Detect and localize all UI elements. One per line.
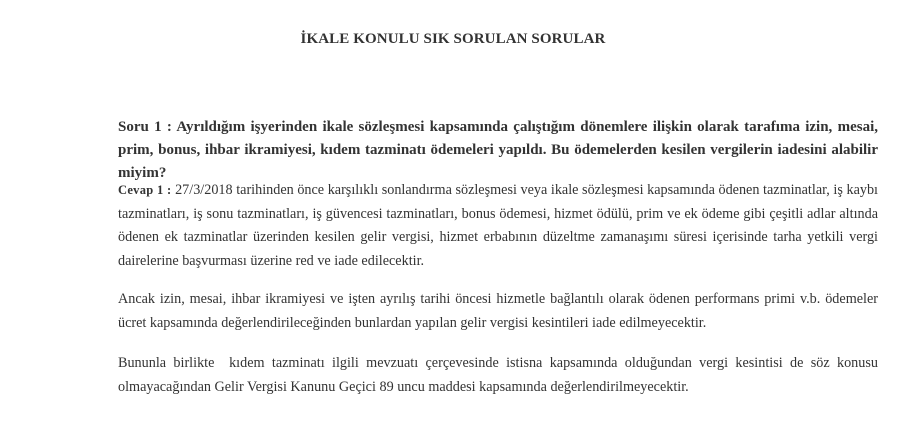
answer-paragraph-3: Bununla birlikte kıdem tazminatı ilgili mevzuatı çerçevesinde istisna kapsamında olduğundan vergi kesintisi de söz konusu olmayacağından Gelir Vergisi Kanunu Geçici 89 uncu maddesi kapsamında değerlendirilmeyecektir. <box>118 355 882 395</box>
answer-paragraph-1 <box>118 179 878 273</box>
answer-text-1: 27/3/2018 tarihinden önce karşılıklı sonlandırma sözleşmesi veya ikale sözleşmesi kapsamında ödenen tazminatlar, iş kaybı tazminatları, iş sonu tazminatları, iş güvencesi tazminatları, bonus ödemesi, hizmet ödülü, prim ve ek ödeme gibi çeşitli adlar altında ödenen ek tazminatlar üzerinden kesilen gelir vergisi, hizmet erbabının düzeltme zamanaşımı süresi içerisinde tarha yetkili vergi dairelerine başvurması üzerine red ve iade edilecektir. <box>118 182 878 269</box>
answer-paragraph-2: Ancak izin, mesai, ihbar ikramiyesi ve işten ayrılış tarihi öncesi hizmetle bağlantılı olarak ödenen performans primi v.b. ödemeler ücret kapsamında değerlendirileceğinden bunlardan yapılan gelir vergisi kesintileri iade edilmeyecektir. <box>118 291 878 331</box>
answer-label: Cevap 1 : <box>118 183 172 197</box>
page-title: İKALE KONULU SIK SORULAN SORULAR <box>300 31 606 47</box>
question-1: Soru 1 : Ayrıldığım işyerinden ikale sözleşmesi kapsamında çalıştığım dönemlere ilişkin olarak tarafıma izin, mesai, prim, bonus, ihbar ikramiyesi, kıdem tazminatı ödemeleri yapıldı. Bu ödemelerden kesilen vergilerin iadesini alabilir miyim? <box>118 119 878 181</box>
